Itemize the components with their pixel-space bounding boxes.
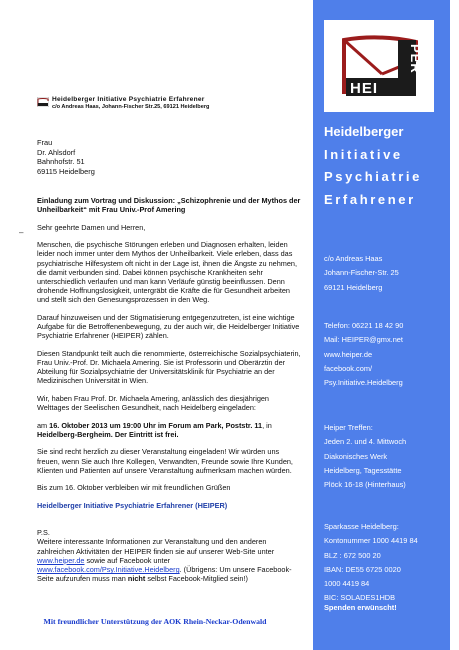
facebook-link[interactable]: www.facebook.com/Psy.Initiative.Heidelberg — [37, 565, 180, 575]
signature: Heidelberger Initiative Psychiatrie Erfahrener (HEIPER) — [37, 500, 228, 510]
sidebar-line: Jeden 2. und 4. Mittwoch — [324, 437, 407, 447]
recipient-line: Frau — [37, 138, 53, 147]
subject-line: Einladung zum Vortrag und Diskussion: „Schizophrenie und der Mythos der Unheilbarkeit“ mit Frau Univ.-Prof Amering — [37, 196, 301, 215]
ps-mid: . (Übrigens: Um unsere Facebook-Seite aufzurufen muss man — [37, 565, 292, 584]
sidebar-line: IBAN: DE55 6725 0020 — [324, 564, 401, 574]
sidebar-line: BIC: SOLADES1HDB — [324, 593, 396, 603]
letter-body — [37, 196, 302, 583]
sidebar-line: c/o Andreas Haas — [324, 254, 383, 263]
heiper-small-logo-icon — [37, 97, 49, 107]
paragraph: Wir, haben Frau Prof. Dr. Michaela Amering, anlässlich des diesjährigen Welttages der Seelischen Gesundheit, nach Heidelberg eingeladen: — [37, 393, 269, 413]
sidebar-address — [324, 252, 399, 295]
letterhead-org: Heidelberger Initiative Psychiatrie Erfahrener — [52, 96, 205, 103]
sidebar-meetings — [324, 421, 406, 492]
sidebar-facebook[interactable]: Psy.Initiative.Heidelberg — [324, 378, 403, 388]
event-mid: , in — [262, 420, 272, 430]
ps-label: P.S. — [37, 528, 50, 538]
event-date: 16. Oktober 2013 um 19:00 Uhr im Forum am Park, Poststr. 11 — [49, 420, 263, 430]
event-details — [37, 421, 302, 439]
greeting: Sehr geehrte Damen und Herren, — [37, 222, 146, 232]
sidebar-bank — [324, 520, 418, 606]
ps-nicht: nicht — [127, 574, 146, 584]
fold-mark: – — [19, 228, 24, 237]
ps-end: selbst Facebook-Mitglied sein!) — [145, 574, 248, 584]
sidebar-title — [324, 121, 422, 211]
sidebar-phone: Telefon: 06221 18 42 90 — [324, 321, 404, 330]
paragraph: Darauf hinzuweisen und der Stigmatisierung entgegenzutreten, ist eine wichtige Aufgabe für die Betroffenenbewegung, zu der auch wir, die Heidelberger Initiative Psychiatrie Erfahrener (HEIPER) zählen. — [37, 312, 300, 341]
recipient-line: 69115 Heidelberg — [37, 166, 95, 176]
letterhead-address: c/o Andreas Haas, Johann-Fischer Str.25, 69121 Heidelberg — [52, 104, 210, 110]
sidebar-line: BLZ : 672 500 20 — [324, 550, 381, 560]
sidebar-line: 1000 4419 84 — [324, 579, 370, 589]
sidebar-mail[interactable]: Mail: HEIPER@gmx.net — [324, 335, 403, 345]
sidebar-website[interactable]: www.heiper.de — [324, 349, 373, 359]
sidebar-title-line: Erfahrener — [324, 191, 416, 207]
website-link[interactable]: www.heiper.de — [37, 555, 85, 565]
sidebar-title-line: Heidelberger — [324, 124, 404, 139]
sidebar-title-line: Psychiatrie — [324, 169, 422, 184]
paragraph: Sie sind recht herzlich zu dieser Veranstaltung eingeladen! Wir würden uns freuen, wenn Sie auch Ihre Kollegen, Verwandten, Freunde sowie Ihre Kunden, Klienten und Patienten auf unsere Veranstaltung aufmerksam machen würden. — [37, 447, 293, 475]
sidebar-line: 69121 Heidelberg — [324, 282, 383, 292]
recipient-line: Dr. Ahlsdorf — [37, 147, 76, 157]
recipient-line: Bahnhofstr. 51 — [37, 157, 85, 166]
event-city: Heidelberg-Bergheim. Der Eintritt ist frei. — [37, 429, 179, 439]
sidebar-facebook[interactable]: facebook.com/ — [324, 363, 373, 373]
sidebar-line: Plöck 16-18 (Hinterhaus) — [324, 480, 406, 490]
sidebar-line: Sparkasse Heidelberg: — [324, 522, 399, 531]
sidebar-line: Kontonummer 1000 4419 84 — [324, 536, 418, 546]
sidebar-line: Johann-Fischer-Str. 25 — [324, 268, 399, 278]
closing: Bis zum 16. Oktober verbleiben wir mit freundlichen Grüßen — [37, 483, 231, 493]
event-pre: am — [37, 420, 50, 430]
svg-text:HEI: HEI — [350, 80, 379, 97]
donations-note: Spenden erwünscht! — [324, 603, 397, 612]
paragraph: Diesen Standpunkt teilt auch die renommierte, österreichische Sozialpsychiaterin, Frau Univ.-Prof. Dr. Michaela Amering. Sie ist Professorin und Oberärztin der Abteilung für Sozialpsychiatrie der Universitätsklinik für Psychiatrie an der Medizinischen Universität in Wien. — [37, 348, 301, 386]
footer-sponsor: Mit freundlicher Unterstützung der AOK Rhein-Neckar-Odenwald — [43, 617, 267, 626]
heiper-logo — [324, 20, 434, 112]
ps-text — [37, 537, 302, 583]
sidebar-contact — [324, 319, 403, 390]
ps-mid: sowie auf Facebook unter — [84, 555, 171, 565]
paragraph: Menschen, die psychische Störungen erleben und Diagnosen erhalten, leiden leider noch immer unter dem Mythos der Unheilbarkeit. Viele erleben, dass das psychiatrische Hilfesystem oft nicht in der Lage ist, ihnen die Ängste zu nehmen, die damit verbunden sind. Dabei können psychische Krankheiten sehr unterschiedlich verlaufen und man kann Verläufe günstig beeinflussen. Denn drohende Hoffnungslosigkeit, untergräbt die Kräfte die für Gesundheit arbeiten und stellt sich den Genesungsprozessen in den Weg. — [37, 240, 297, 305]
svg-text:PER: PER — [408, 44, 423, 74]
sidebar-line: Diakonisches Werk — [324, 451, 388, 461]
ps-line: Weitere interessante Informationen zur Veranstaltung und den anderen zahlreichen Aktivitäten der HEIPER finden sie auf unserer Web-Site unter — [37, 537, 275, 556]
sidebar-line: Heidelberg, Tagesstätte — [324, 465, 402, 475]
sidebar-title-line: Initiative — [324, 146, 403, 162]
heiper-logo-icon — [324, 20, 434, 112]
sidebar-line: Heiper Treffen: — [324, 423, 373, 432]
recipient-address — [37, 138, 95, 176]
